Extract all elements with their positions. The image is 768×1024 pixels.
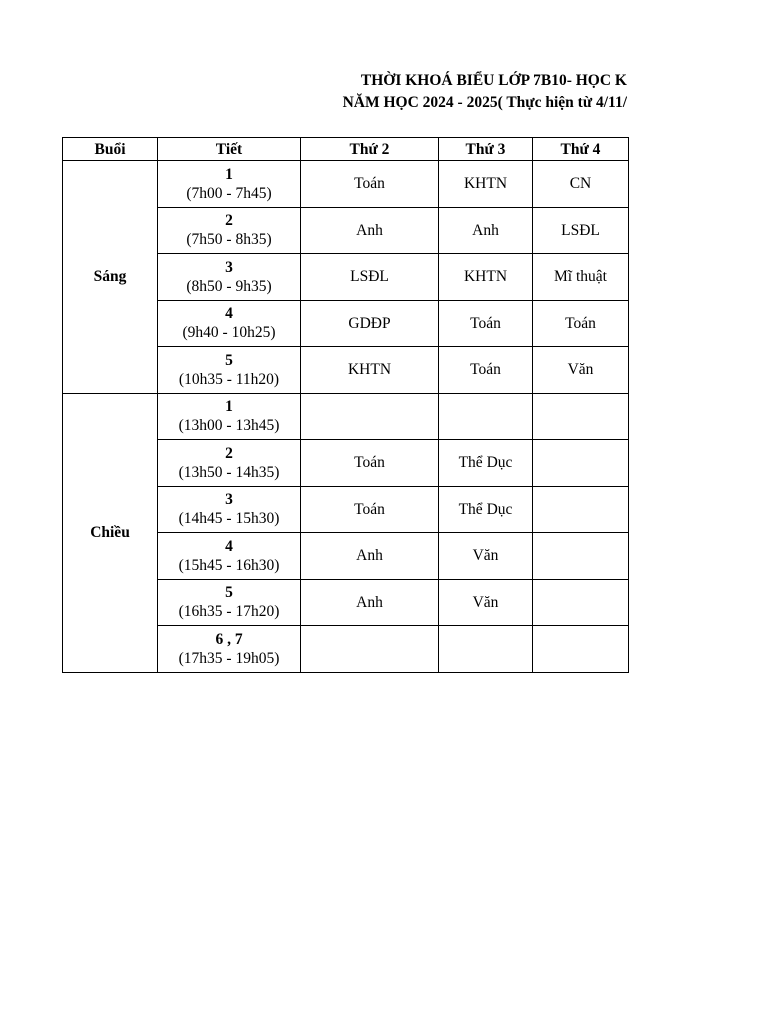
subject-cell: [439, 626, 533, 673]
period-time: (7h00 - 7h45): [186, 184, 272, 202]
subject-cell: [533, 486, 629, 533]
subject-cell: Anh: [301, 533, 439, 580]
period-time: (14h45 - 15h30): [178, 510, 280, 528]
subject-cell: CN: [533, 161, 629, 208]
subject-cell: LSĐL: [533, 207, 629, 254]
period-cell: [158, 393, 301, 440]
subject-cell: Toán: [301, 486, 439, 533]
period-cell: [158, 579, 301, 626]
period-cell: [158, 533, 301, 580]
period-time: (13h00 - 13h45): [178, 417, 280, 435]
period-cell: [158, 626, 301, 673]
table-row: [63, 161, 629, 208]
period-number: 5: [225, 584, 233, 602]
subject-cell: Văn: [439, 579, 533, 626]
subject-cell: Toán: [301, 161, 439, 208]
subject-cell: Thể Dục: [439, 440, 533, 487]
table-row: [63, 393, 629, 440]
subject-cell: KHTN: [439, 254, 533, 301]
subject-cell: KHTN: [439, 161, 533, 208]
period-number: 1: [225, 398, 233, 416]
period-cell: [158, 254, 301, 301]
period-cell: [158, 300, 301, 347]
period-cell: [158, 440, 301, 487]
period-time: (10h35 - 11h20): [178, 370, 280, 388]
subject-cell: Văn: [533, 347, 629, 394]
period-number: 4: [225, 305, 233, 323]
period-number: 2: [225, 444, 233, 462]
period-number: 5: [225, 351, 233, 369]
timetable: [62, 137, 629, 673]
subject-cell: Toán: [533, 300, 629, 347]
subject-cell: Toán: [439, 347, 533, 394]
subject-cell: Mĩ thuật: [533, 254, 629, 301]
subject-cell: Anh: [439, 207, 533, 254]
period-number: 2: [225, 212, 233, 230]
period-number: 1: [225, 165, 233, 183]
subject-cell: Anh: [301, 579, 439, 626]
subject-cell: [533, 440, 629, 487]
subject-cell: [533, 579, 629, 626]
period-time: (17h35 - 19h05): [178, 649, 280, 667]
period-time: (15h45 - 16h30): [178, 556, 280, 574]
period-cell: [158, 347, 301, 394]
subject-cell: [533, 393, 629, 440]
title-line-1: THỜI KHOÁ BIỂU LỚP 7B10- HỌC K: [360, 72, 627, 89]
session-cell: Sáng: [63, 161, 158, 394]
period-cell: [158, 161, 301, 208]
subject-cell: Toán: [439, 300, 533, 347]
subject-cell: Thể Dục: [439, 486, 533, 533]
subject-cell: Anh: [301, 207, 439, 254]
period-number: 6 , 7: [215, 630, 243, 648]
header-row: [63, 138, 629, 161]
subject-cell: [439, 393, 533, 440]
subject-cell: [301, 626, 439, 673]
subject-cell: KHTN: [301, 347, 439, 394]
subject-cell: [533, 533, 629, 580]
subject-cell: [301, 393, 439, 440]
period-number: 4: [225, 537, 233, 555]
period-number: 3: [225, 491, 233, 509]
session-cell: Chiều: [63, 393, 158, 672]
period-number: 3: [225, 258, 233, 276]
period-time: (13h50 - 14h35): [178, 463, 280, 481]
header-wednesday: Thứ 4: [533, 138, 629, 161]
header-tuesday: Thứ 3: [439, 138, 533, 161]
title-line-2: NĂM HỌC 2024 - 2025( Thực hiện từ 4/11/: [342, 94, 627, 111]
period-time: (8h50 - 9h35): [186, 277, 272, 295]
timetable-body: [63, 161, 629, 673]
subject-cell: [533, 626, 629, 673]
period-cell: [158, 486, 301, 533]
document-title: [0, 70, 627, 114]
header-session: Buổi: [63, 138, 158, 161]
header-monday: Thứ 2: [301, 138, 439, 161]
subject-cell: GDĐP: [301, 300, 439, 347]
period-time: (9h40 - 10h25): [182, 324, 276, 342]
period-time: (7h50 - 8h35): [186, 231, 272, 249]
period-time: (16h35 - 17h20): [178, 603, 280, 621]
period-cell: [158, 207, 301, 254]
header-period: Tiết: [158, 138, 301, 161]
subject-cell: Văn: [439, 533, 533, 580]
subject-cell: LSĐL: [301, 254, 439, 301]
subject-cell: Toán: [301, 440, 439, 487]
